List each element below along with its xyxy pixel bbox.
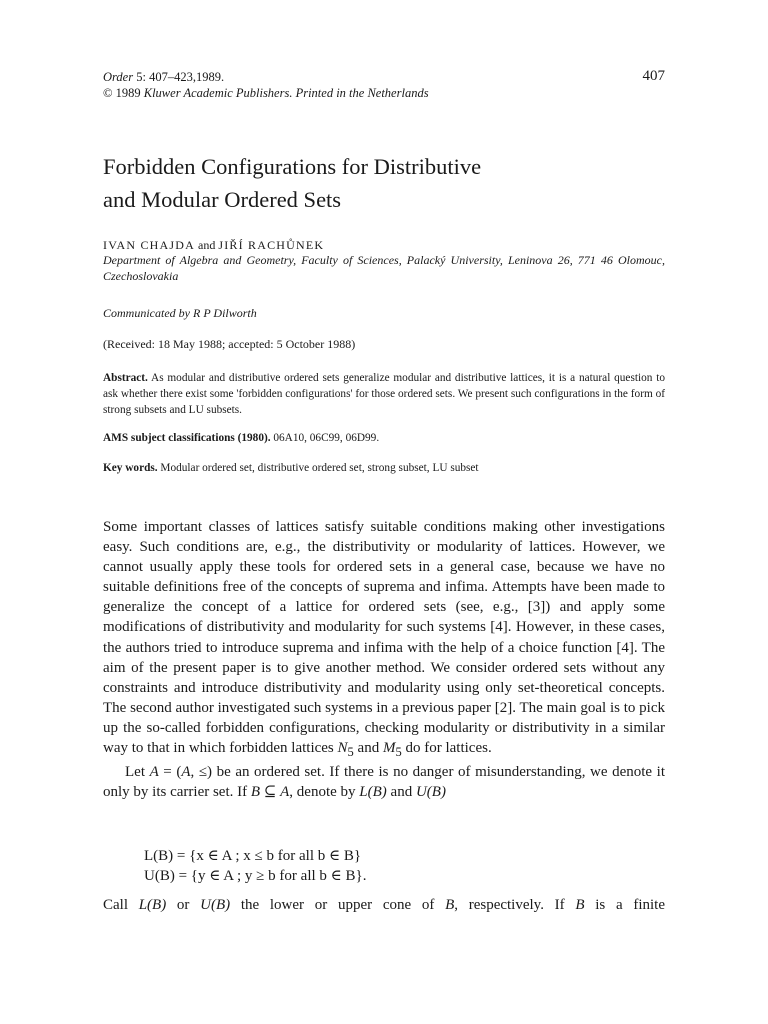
authors: IVAN CHAJDA and JIŘÍ RACHŮNEK <box>103 238 325 252</box>
received-dates: (Received: 18 May 1988; accepted: 5 October 1988) <box>103 337 356 351</box>
article-title: Forbidden Configurations for Distributive and Modular Ordered Sets <box>103 154 482 212</box>
journal-reference <box>103 70 429 101</box>
formula-upper-cone: U(B) = {y ∈ A ; y ≥ b for all b ∈ B}. <box>144 868 367 884</box>
paragraph-definition: Let A = (A, ≤) be an ordered set. If there is no danger of misunderstanding, we denote it only by its carrier set. If B ⊆ A, denote by L(B) and U(B) <box>103 764 665 801</box>
citation-line: Order 5: 407–423,1989. <box>103 70 225 84</box>
formula-lower-cone: L(B) = {x ∈ A ; x ≤ b for all b ∈ B} <box>144 848 362 864</box>
body-text <box>103 517 665 802</box>
copyright-line: © 1989 Kluwer Academic Publishers. Printed in the Netherlands <box>103 85 429 100</box>
paragraph-cones: Call L(B) or U(B) the lower or upper cone of B, respectively. If B is a finite <box>103 897 666 913</box>
paragraph-intro: Some important classes of lattices satisfy suitable conditions making other investigations easy. Such conditions are, e.g., the distributivity or modularity of lattices. However, we cannot usually apply these tools for ordered sets in a general case, because we have no suitable definitions free of the concepts of suprema and infima. Attempts have been made to generalize the concept of a lattice for ordered sets (see, e.g., [3]) and apply some modifications of distributivity and modularity for such systems [4]. However, in these cases, the authors tried to introduce suprema and infima with the help of a choice function [4]. The aim of the present paper is to give another method. We consider ordered sets without any constraints and introduce distributivity and modularity using only set-theoretical concepts. The second author investigated such systems in a previous paper [2]. The main goal is to pick up the so-called forbidden configurations, checking modularity or distributivity in a similar way to that in which forbidden lattices $N_5$ and $M_5$ do for lattices. <box>103 519 665 760</box>
ams-classification: AMS subject classifications (1980). 06A10, 06C99, 06D99. <box>103 432 380 444</box>
abstract: Abstract. As modular and distributive ordered sets generalize modular and distributive lattices, it is a natural question to ask whether there exist some 'forbidden configurations' for those ordered sets. We present such configurations in the form of strong subsets and LU subsets. <box>103 372 665 416</box>
page-number: 407 <box>642 68 665 84</box>
communicated-by: Communicated by R P Dilworth <box>103 306 257 320</box>
affiliation: Department of Algebra and Geometry, Faculty of Sciences, Palacký University, Leninova 26, 771 46 Olomouc, Czechoslovakia <box>103 253 665 283</box>
keywords: Key words. Modular ordered set, distributive ordered set, strong subset, LU subset <box>103 462 479 474</box>
